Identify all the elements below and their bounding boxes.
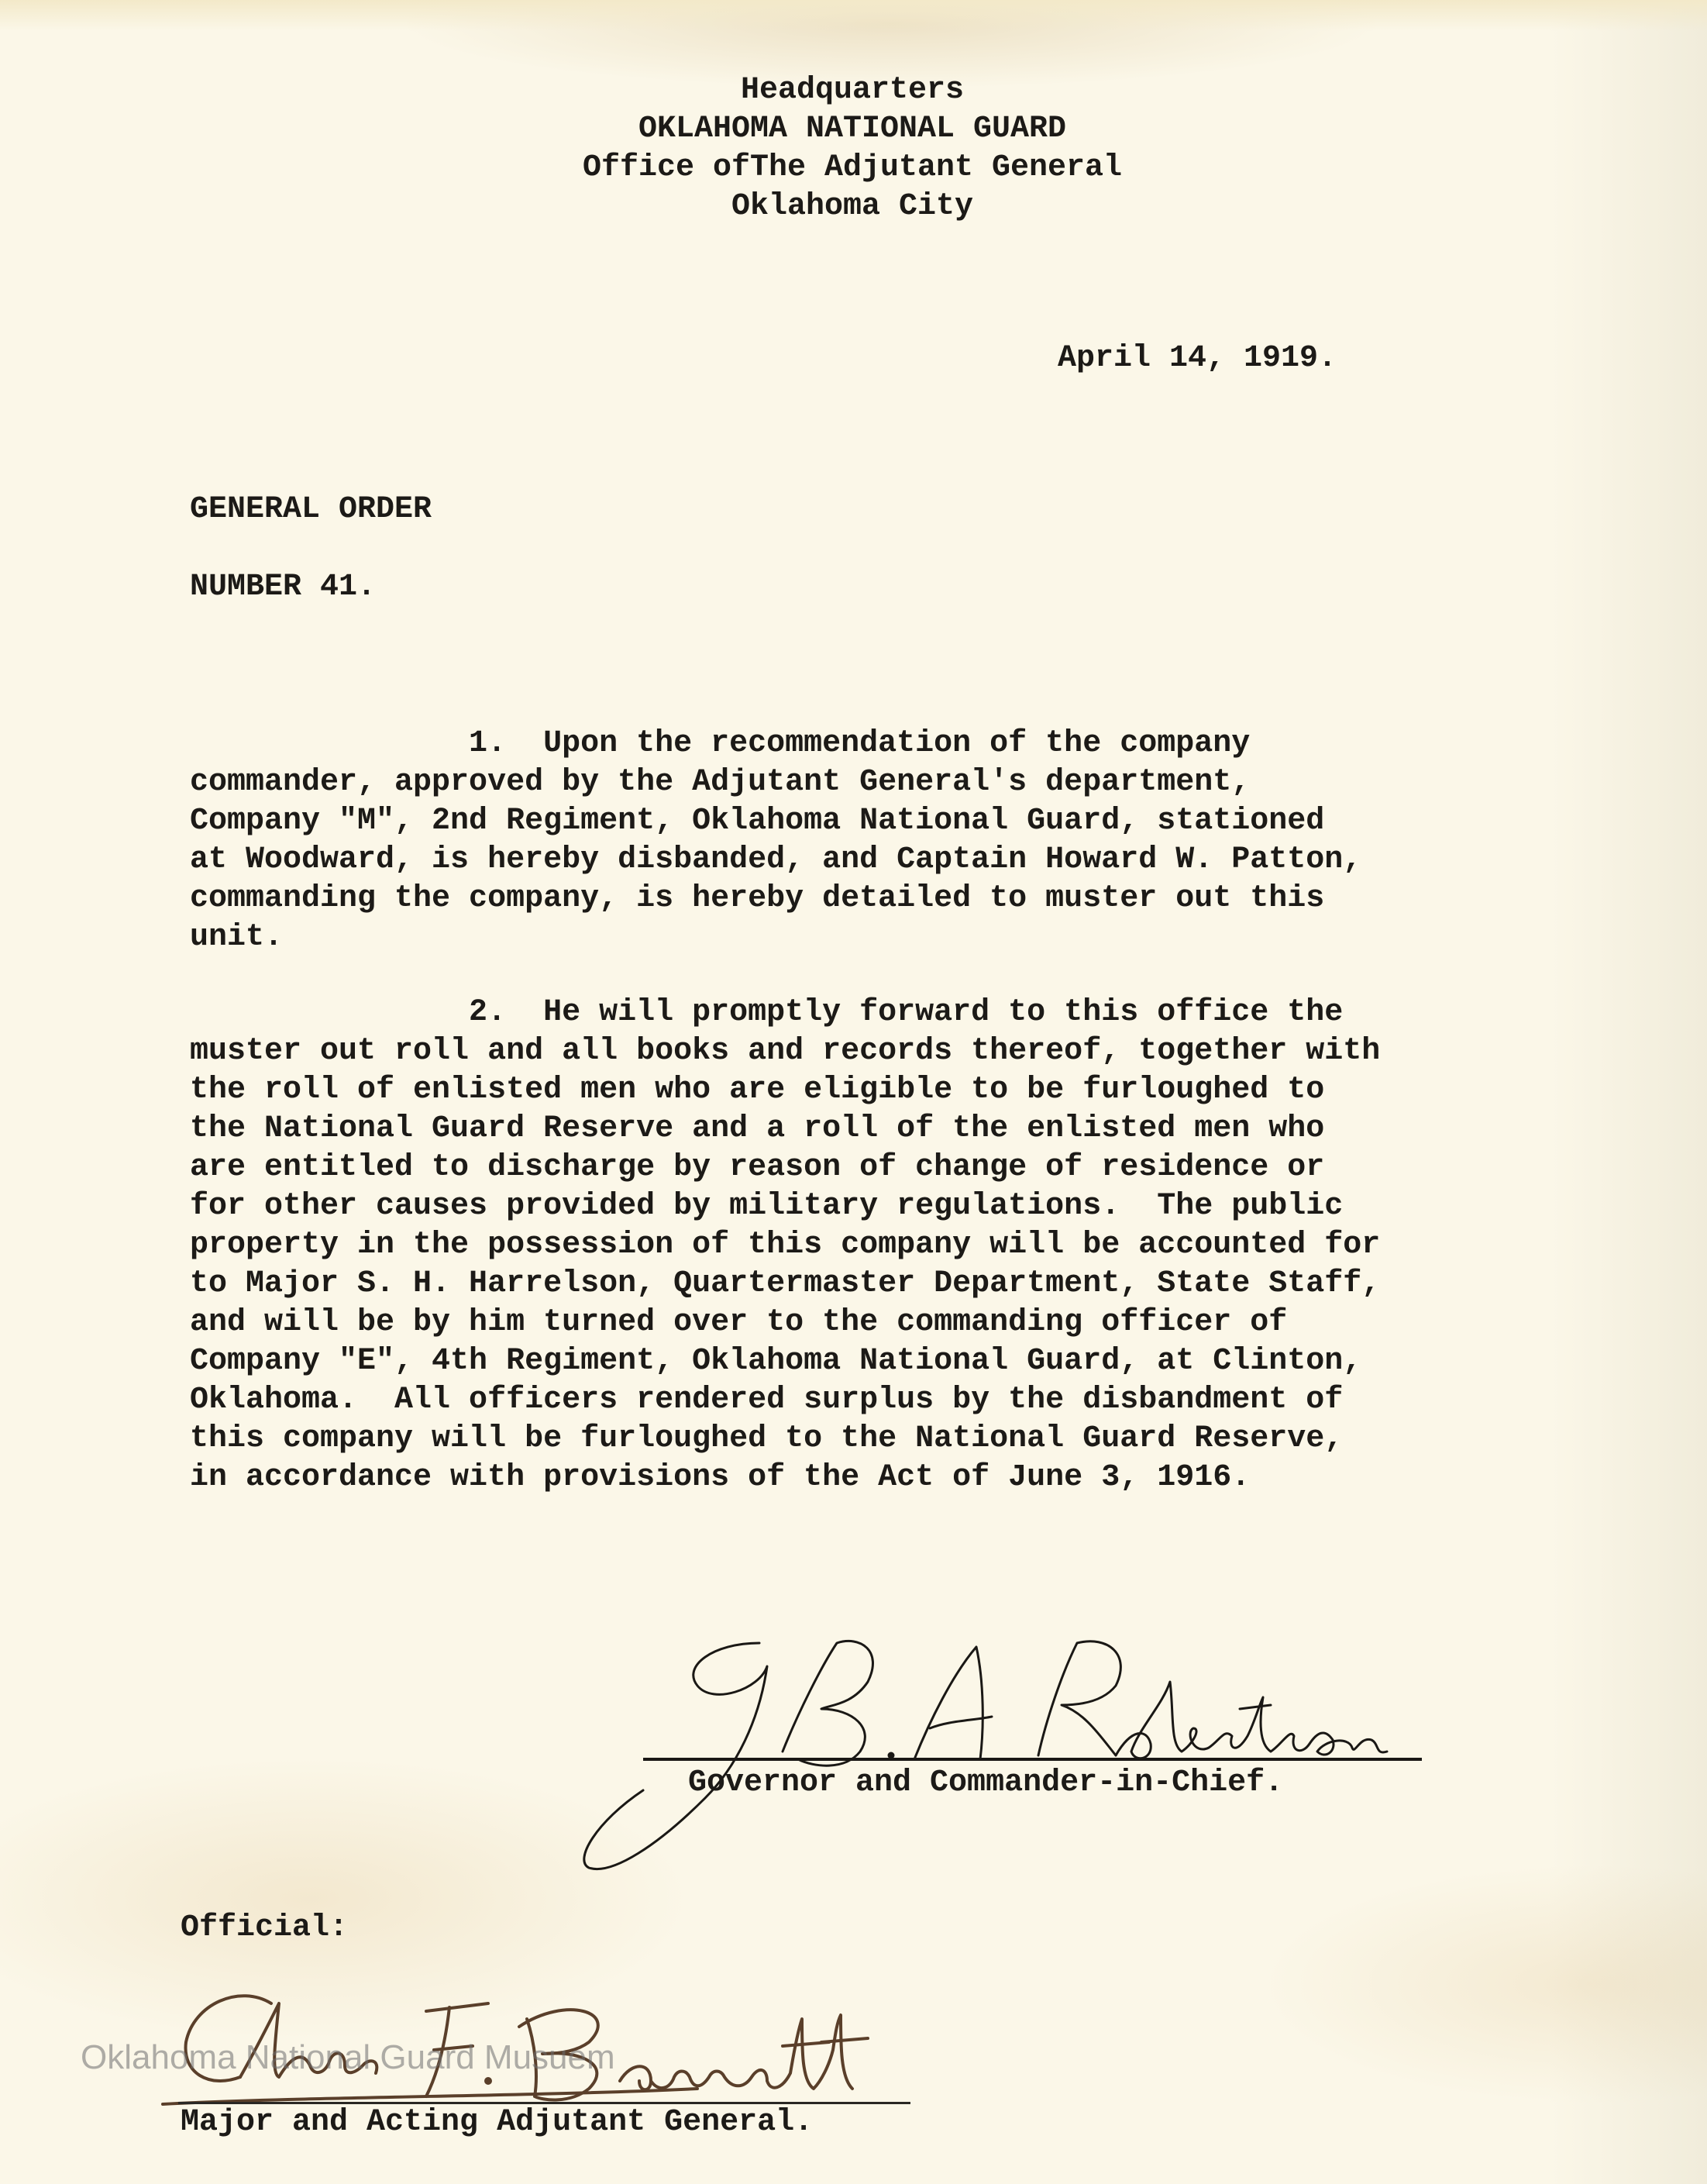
order-number: NUMBER 41. xyxy=(190,570,377,605)
paragraph-2-line: and will be by him turned over to the commanding officer of xyxy=(190,1305,1288,1340)
letterhead-line-4: Oklahoma City xyxy=(731,189,974,224)
letterhead-line-3: Office ofThe Adjutant General xyxy=(582,150,1123,185)
paragraph-2-line: muster out roll and all books and records thereof, together with xyxy=(190,1034,1381,1069)
paragraph-2-line: Company "E", 4th Regiment, Oklahoma National Guard, at Clinton, xyxy=(190,1344,1362,1379)
governor-signature-line xyxy=(643,1758,1422,1761)
paragraph-1-line: 1. Upon the recommendation of the company xyxy=(190,726,1251,761)
letterhead-line-1: Headquarters xyxy=(740,73,965,108)
paragraph-2 xyxy=(190,994,1380,1497)
paragraph-1-line: commander, approved by the Adjutant General's department, xyxy=(190,765,1251,800)
letterhead xyxy=(465,71,1240,226)
letterhead-line-2: OKLAHOMA NATIONAL GUARD xyxy=(638,112,1067,146)
paragraph-2-line: for other causes provided by military regulations. The public xyxy=(190,1189,1344,1224)
paragraph-1-line: at Woodward, is hereby disbanded, and Captain Howard W. Patton, xyxy=(190,842,1362,877)
paragraph-2-line: this company will be furloughed to the National Guard Reserve, xyxy=(190,1421,1344,1456)
adjutant-signature-line xyxy=(178,2102,910,2104)
adjutant-title: Major and Acting Adjutant General. xyxy=(181,2105,814,2140)
paragraph-2-line: are entitled to discharge by reason of change of residence or xyxy=(190,1150,1325,1185)
museum-watermark: Oklahoma National Guard Musuem xyxy=(81,2038,615,2076)
paragraph-1-line: Company "M", 2nd Regiment, Oklahoma National Guard, stationed xyxy=(190,804,1325,839)
paragraph-2-line: the National Guard Reserve and a roll of the enlisted men who xyxy=(190,1111,1325,1146)
paragraph-2-line: property in the possession of this company will be accounted for xyxy=(190,1228,1381,1263)
paragraph-1-line: unit. xyxy=(190,920,284,955)
paragraph-2-line: the roll of enlisted men who are eligible to be furloughed to xyxy=(190,1073,1325,1108)
order-title: GENERAL ORDER xyxy=(190,492,432,527)
governor-title: Governor and Commander-in-Chief. xyxy=(688,1765,1284,1800)
paragraph-2-line: 2. He will promptly forward to this office the xyxy=(190,995,1344,1030)
official-label: Official: xyxy=(181,1910,349,1945)
paragraph-1 xyxy=(190,725,1361,957)
document-date: April 14, 1919. xyxy=(1058,341,1337,376)
paragraph-1-line: commanding the company, is hereby detailed to muster out this xyxy=(190,881,1325,916)
paragraph-2-line: Oklahoma. All officers rendered surplus by the disbandment of xyxy=(190,1383,1344,1418)
paragraph-2-line: to Major S. H. Harrelson, Quartermaster Department, State Staff, xyxy=(190,1266,1381,1301)
torn-paper-edge xyxy=(0,0,1707,31)
paragraph-2-line: in accordance with provisions of the Act of June 3, 1916. xyxy=(190,1460,1251,1495)
